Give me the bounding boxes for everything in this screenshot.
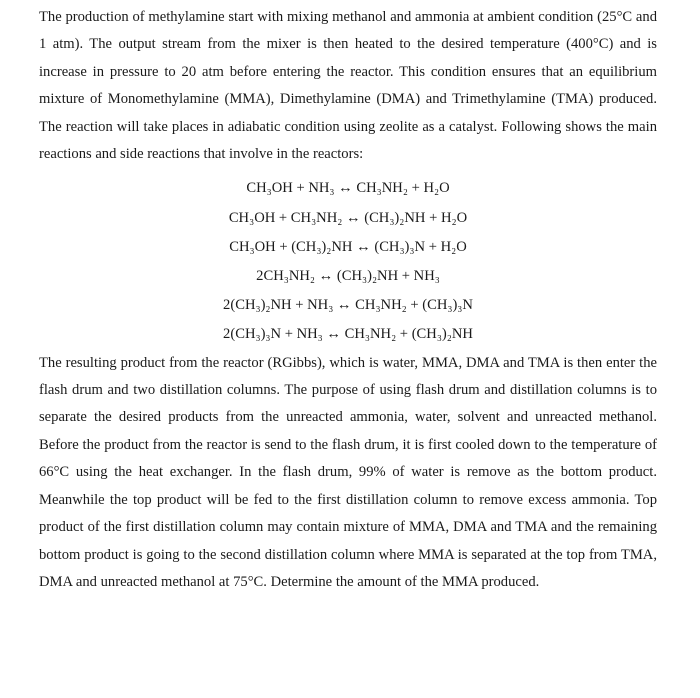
process-paragraph: The resulting product from the reactor (RGibbs), which is water, MMA, DMA and TMA is then enter the flash drum and two distillation columns. The purpose of using flash drum and distillation columns is to separate the desired products from the unreacted ammonia, water, solvent and unreacted methanol. Before the product from the reactor is send to the flash drum, it is first cooled down to the temperature of 66°C using the heat exchanger. In the flash drum, 99% of water is remove as the bottom product. Meanwhile the top product will be fed to the first distillation column to remove excess ammonia. Top product of the first distillation column may contain mixture of MMA, DMA and TMA and the remaining bottom product is going to the second distillation column where MMA is separated at the top from TMA, DMA and unreacted methanol at 75°C. Determine the amount of the MMA produced. <box>39 354 657 590</box>
reaction-equation: 2(CH₃)₂NH + NH₃ ↔ CH₃NH₂ + (CH₃)₃N <box>223 297 473 314</box>
reaction-equation: 2(CH₃)₃N + NH₃ ↔ CH₃NH₂ + (CH₃)₂NH <box>223 326 473 343</box>
problem-statement <box>39 0 657 596</box>
reaction-equation: 2CH₃NH₂ ↔ (CH₃)₂NH + NH₃ <box>256 268 440 285</box>
reaction-list <box>39 174 657 349</box>
reaction-equation: CH₃OH + CH₃NH₂ ↔ (CH₃)₂NH + H₂O <box>228 209 468 226</box>
reaction-equation: CH₃OH + (CH₃)₂NH ↔ (CH₃)₃N + H₂O <box>229 238 467 255</box>
reaction-equation: CH₃OH + NH₃ ↔ CH₃NH₂ + H₂O <box>246 180 450 197</box>
intro-paragraph: The production of methylamine start with mixing methanol and ammonia at ambient condition (25°C and 1 atm). The output stream from the mixer is then heated to the desired temperature (400°C) and is increase in pressure to 20 atm before entering the reactor. This condition ensures that an equilibrium mixture of Monomethylamine (MMA), Dimethylamine (DMA) and Trimethylamine (TMA) produced. The reaction will take places in adiabatic condition using zeolite as a catalyst. Following shows the main reactions and side reactions that involve in the reactors: <box>39 9 657 163</box>
